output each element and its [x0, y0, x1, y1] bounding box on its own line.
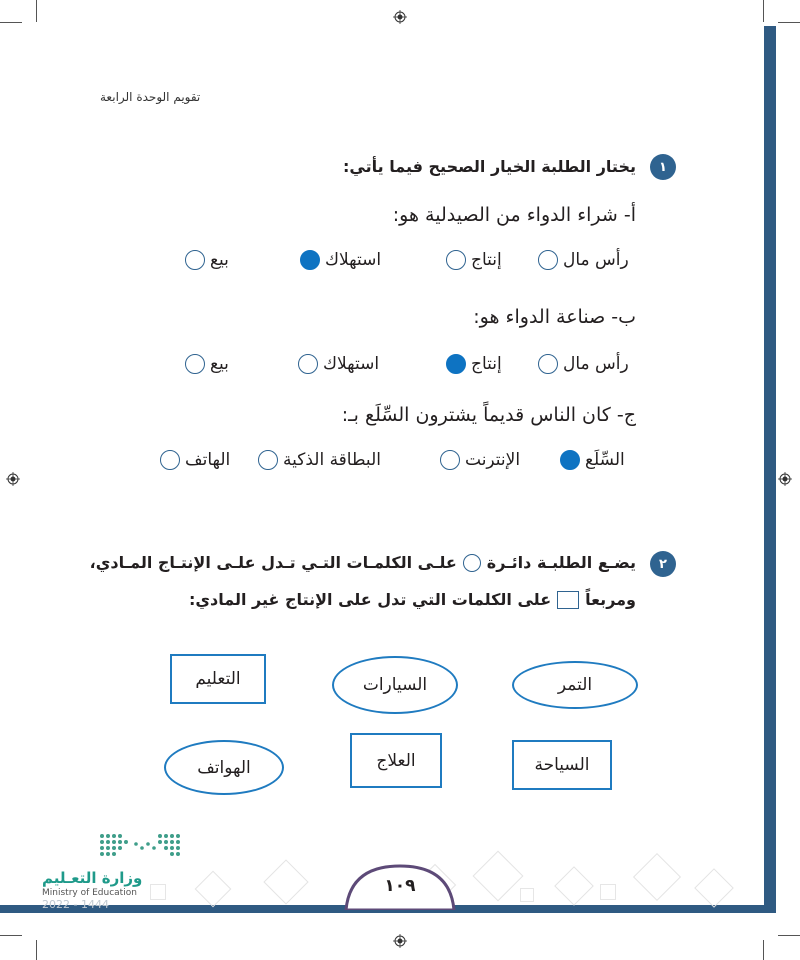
radio-button-icon[interactable] [185, 354, 205, 374]
radio-button-icon[interactable] [538, 250, 558, 270]
ministry-name-en: Ministry of Education [42, 888, 137, 898]
radio-button-icon[interactable] [185, 250, 205, 270]
crop-mark [778, 22, 800, 23]
option-label: الإنترنت [465, 450, 521, 470]
registration-mark-icon [6, 472, 20, 486]
radio-button-icon[interactable] [298, 354, 318, 374]
question-1b-label: ب- صناعة الدواء هو: [473, 306, 636, 328]
question-2-line-1 [90, 553, 636, 572]
option-1b-sale[interactable] [185, 354, 229, 374]
question-number-badge: ٢ [650, 551, 676, 577]
option-label: استهلاك [323, 354, 380, 374]
crop-mark [36, 940, 37, 960]
option-1b-capital[interactable] [538, 354, 629, 374]
option-label: رأس مال [563, 250, 629, 270]
option-label: الهاتف [185, 450, 231, 470]
page-number: ١٠٩ [384, 876, 416, 896]
crop-mark [36, 0, 37, 22]
side-color-band [764, 26, 776, 912]
registration-mark-icon [778, 472, 792, 486]
square-shape-icon [557, 591, 579, 609]
option-1b-consumption[interactable] [298, 354, 379, 374]
option-label: بيع [210, 250, 229, 270]
word-oval[interactable]: الهواتف [164, 740, 284, 795]
word-oval[interactable]: التمر [512, 661, 638, 709]
option-1a-capital[interactable] [538, 250, 629, 270]
option-1c-smart-card[interactable] [258, 450, 381, 470]
option-label: البطاقة الذكية [283, 450, 381, 470]
crop-mark [0, 935, 22, 936]
option-1c-internet[interactable] [440, 450, 520, 470]
option-1a-consumption[interactable] [300, 250, 381, 270]
crop-mark [763, 940, 764, 960]
radio-button-selected-icon[interactable] [560, 450, 580, 470]
page-header-title: تقويم الوحدة الرابعة [100, 90, 201, 104]
radio-button-icon[interactable] [538, 354, 558, 374]
word-box[interactable]: التعليم [170, 654, 266, 704]
crop-mark [0, 22, 22, 23]
option-label: السِّلَع [585, 450, 625, 470]
question-2-text: يضـع الطلبـة دائـرة [486, 553, 636, 572]
edition-year: 2022 - 1444 [42, 898, 109, 911]
question-1c-label: ج- كان الناس قديماً يشترون السِّلَع بـ: [341, 404, 636, 426]
option-1c-phone[interactable] [160, 450, 230, 470]
radio-button-icon[interactable] [440, 450, 460, 470]
question-2-text: علـى الكلمـات التـي تـدل علـى الإنتـاج المـادي، [89, 553, 457, 572]
option-label: استهلاك [325, 250, 382, 270]
crop-mark [763, 0, 764, 22]
vision-dots-logo-icon [96, 830, 186, 860]
word-oval[interactable]: السيارات [332, 656, 458, 714]
radio-button-icon[interactable] [446, 250, 466, 270]
question-2-text: على الكلمات التي تدل على الإنتاج غير المادي: [188, 590, 552, 609]
option-1a-production[interactable] [446, 250, 502, 270]
option-1c-goods[interactable] [560, 450, 625, 470]
question-2-text: ومربعاً [585, 590, 636, 609]
option-label: إنتاج [471, 354, 502, 374]
radio-button-selected-icon[interactable] [446, 354, 466, 374]
question-1a-label: أ- شراء الدواء من الصيدلية هو: [392, 204, 636, 226]
registration-mark-icon [393, 10, 407, 24]
option-1a-sale[interactable] [185, 250, 229, 270]
circle-shape-icon [463, 554, 481, 572]
option-label: إنتاج [471, 250, 502, 270]
question-number-badge: ١ [650, 154, 676, 180]
radio-button-selected-icon[interactable] [300, 250, 320, 270]
option-label: رأس مال [563, 354, 629, 374]
word-box[interactable]: السياحة [512, 740, 612, 790]
question-1-prompt: يختار الطلبة الخيار الصحيح فيما يأتي: [343, 157, 636, 176]
question-2-line-2 [189, 590, 636, 609]
word-box[interactable]: العلاج [350, 733, 442, 788]
crop-mark [778, 935, 800, 936]
registration-mark-icon [393, 934, 407, 948]
option-1b-production[interactable] [446, 354, 502, 374]
ministry-name-ar: وزارة التعـليم [42, 869, 143, 887]
option-label: بيع [210, 354, 229, 374]
radio-button-icon[interactable] [258, 450, 278, 470]
radio-button-icon[interactable] [160, 450, 180, 470]
